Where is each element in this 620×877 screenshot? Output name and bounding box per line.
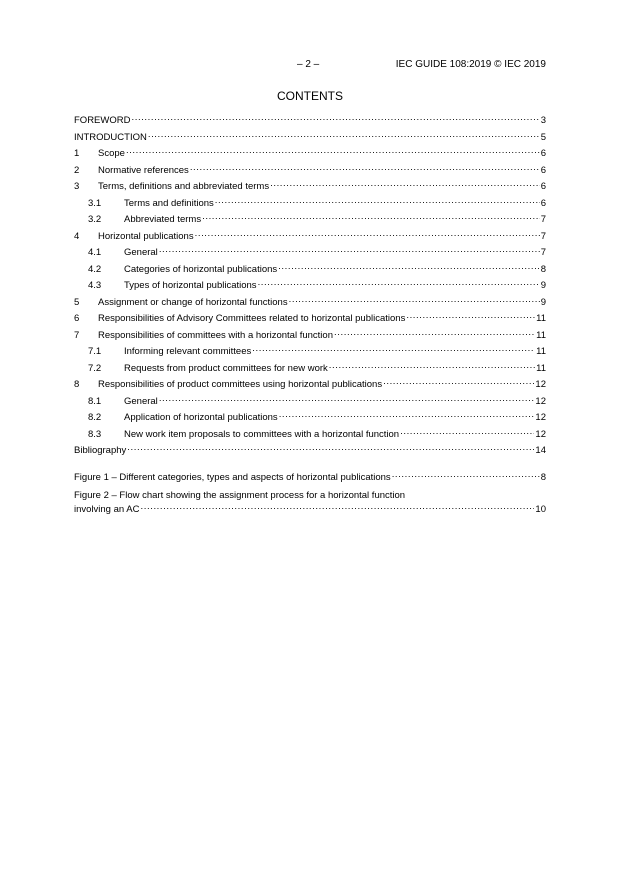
- toc-entry[interactable]: [74, 196, 546, 213]
- figure-entry-label: involving an AC: [74, 504, 140, 515]
- toc-entry-page: 11: [536, 346, 546, 357]
- toc-entry-label: Abbreviated terms: [124, 214, 202, 225]
- toc-entry-number: 5: [74, 296, 80, 308]
- dot-leader: [190, 163, 540, 173]
- dot-leader: [289, 295, 540, 305]
- dot-leader: [392, 470, 540, 480]
- toc-entry-page: 12: [535, 412, 546, 423]
- toc-entry-label: New work item proposals to committees with a horizontal function: [124, 428, 400, 440]
- toc-entry-number: 8.3: [88, 428, 102, 440]
- toc-entry-number: 3: [74, 181, 80, 192]
- dot-leader: [140, 502, 534, 512]
- toc-entry-number: 7.2: [88, 362, 102, 374]
- toc-entry-label: Requests from product committees for new work: [124, 362, 328, 374]
- toc-entry-number: 4.2: [88, 263, 102, 275]
- toc-entry[interactable]: [74, 344, 546, 361]
- toc-entry-number: 4: [74, 230, 80, 242]
- list-of-figures: [74, 470, 546, 522]
- toc-entry[interactable]: [74, 179, 546, 196]
- dot-leader: [383, 377, 534, 387]
- figure-entry-row: [74, 470, 546, 484]
- toc-entry[interactable]: [74, 311, 546, 328]
- toc-entry-page: 5: [540, 131, 546, 143]
- figure-entry-page: 8: [540, 472, 546, 483]
- toc-entry-number: 8.1: [88, 395, 102, 407]
- dot-leader: [279, 410, 535, 420]
- toc-entry[interactable]: [74, 245, 546, 262]
- page-number: – 2 –: [297, 59, 320, 70]
- toc-entry[interactable]: [74, 427, 546, 444]
- toc-entry-label: Terms, definitions and abbreviated terms: [98, 181, 270, 192]
- page-title: CONTENTS: [277, 89, 343, 103]
- toc-entry-page: 11: [536, 313, 546, 324]
- toc-entry[interactable]: [74, 394, 546, 411]
- toc-entry-page: 7: [540, 214, 546, 225]
- toc-entry-label: Scope: [98, 148, 125, 159]
- toc-entry-page: 7: [540, 247, 546, 258]
- toc-entry-number: 7.1: [88, 346, 102, 357]
- dot-leader: [131, 113, 539, 123]
- toc-entry[interactable]: [74, 410, 546, 427]
- toc-entry-page: 6: [540, 181, 546, 192]
- toc-entry-label: Responsibilities of Advisory Committees related to horizontal publications: [98, 313, 406, 324]
- dot-leader: [127, 443, 534, 453]
- toc-entry[interactable]: [74, 212, 546, 229]
- document-id: IEC GUIDE 108:2019 © IEC 2019: [395, 59, 546, 70]
- toc-entry-number: 8: [74, 379, 80, 390]
- figure-entry[interactable]: [74, 470, 546, 484]
- dot-leader: [159, 245, 540, 255]
- toc-entry-label: Responsibilities of committees with a horizontal function: [98, 329, 333, 341]
- figure-entry-page: 10: [535, 504, 546, 515]
- toc-entry-page: 3: [540, 115, 546, 126]
- dot-leader: [252, 344, 535, 354]
- toc-entry-page: 9: [540, 296, 546, 308]
- table-of-contents: [74, 113, 546, 460]
- dot-leader: [400, 427, 534, 437]
- toc-entry-label: General: [124, 247, 158, 258]
- figure-entry[interactable]: [74, 490, 546, 516]
- toc-entry-page: 8: [540, 263, 546, 275]
- dot-leader: [159, 394, 535, 404]
- toc-entry[interactable]: [74, 328, 546, 345]
- toc-entry-label: General: [124, 395, 158, 407]
- toc-entry-label: Application of horizontal publications: [124, 412, 278, 423]
- dot-leader: [258, 278, 540, 288]
- toc-entry[interactable]: [74, 146, 546, 163]
- figure-entry-row: [74, 502, 546, 516]
- toc-entry[interactable]: [74, 295, 546, 312]
- toc-entry-label: Normative references: [98, 164, 189, 176]
- toc-entry-page: 7: [540, 230, 546, 242]
- toc-entry-number: 6: [74, 313, 80, 324]
- toc-entry-number: 1: [74, 148, 80, 159]
- toc-entry[interactable]: [74, 163, 546, 180]
- dot-leader: [215, 196, 540, 206]
- toc-entry-label: Informing relevant committees: [124, 346, 252, 357]
- toc-entry-page: 11: [536, 362, 546, 374]
- toc-entry-label: Terms and definitions: [124, 197, 214, 209]
- toc-entry[interactable]: [74, 443, 546, 460]
- dot-leader: [406, 311, 535, 321]
- toc-entry-number: 3.1: [88, 197, 102, 209]
- toc-entry-page: 6: [540, 197, 546, 209]
- toc-entry-page: 12: [535, 428, 546, 440]
- toc-entry-page: 12: [535, 395, 546, 407]
- dot-leader: [202, 212, 540, 222]
- dot-leader: [329, 361, 535, 371]
- toc-entry[interactable]: [74, 113, 546, 130]
- dot-leader: [270, 179, 540, 189]
- toc-entry-label: INTRODUCTION: [74, 131, 147, 143]
- toc-entry[interactable]: [74, 130, 546, 147]
- toc-entry-label: Types of horizontal publications: [124, 280, 257, 291]
- dot-leader: [148, 130, 540, 140]
- toc-entry-page: 12: [535, 379, 546, 390]
- toc-entry-number: 4.1: [88, 247, 102, 258]
- toc-entry-page: 14: [535, 445, 546, 456]
- toc-entry-label: Bibliography: [74, 445, 127, 456]
- toc-entry-number: 4.3: [88, 280, 102, 291]
- toc-entry-number: 7: [74, 329, 80, 341]
- toc-entry-label: Categories of horizontal publications: [124, 263, 278, 275]
- toc-entry-page: 9: [540, 280, 546, 291]
- page-header: [74, 59, 546, 73]
- dot-leader: [126, 146, 540, 156]
- toc-entry[interactable]: [74, 377, 546, 394]
- toc-entry-page: 6: [540, 164, 546, 176]
- toc-entry-number: 3.2: [88, 214, 102, 225]
- toc-entry-label: Horizontal publications: [98, 230, 194, 242]
- toc-entry-page: 11: [536, 329, 546, 341]
- toc-entry-number: 2: [74, 164, 80, 176]
- toc-entry[interactable]: [74, 262, 546, 279]
- toc-entry[interactable]: [74, 361, 546, 378]
- toc-entry-label: FOREWORD: [74, 115, 131, 126]
- figure-entry-title-line: Figure 2 – Flow chart showing the assignment process for a horizontal function: [74, 490, 406, 501]
- toc-entry-number: 8.2: [88, 412, 102, 423]
- toc-entry-page: 6: [540, 148, 546, 159]
- toc-entry[interactable]: [74, 229, 546, 246]
- toc-entry[interactable]: [74, 278, 546, 295]
- dot-leader: [195, 229, 540, 239]
- dot-leader: [278, 262, 540, 272]
- toc-entry-label: Responsibilities of product committees using horizontal publications: [98, 379, 383, 390]
- toc-entry-label: Assignment or change of horizontal functions: [98, 296, 288, 308]
- figure-entry-label: Figure 1 – Different categories, types and aspects of horizontal publications: [74, 472, 391, 483]
- dot-leader: [334, 328, 535, 338]
